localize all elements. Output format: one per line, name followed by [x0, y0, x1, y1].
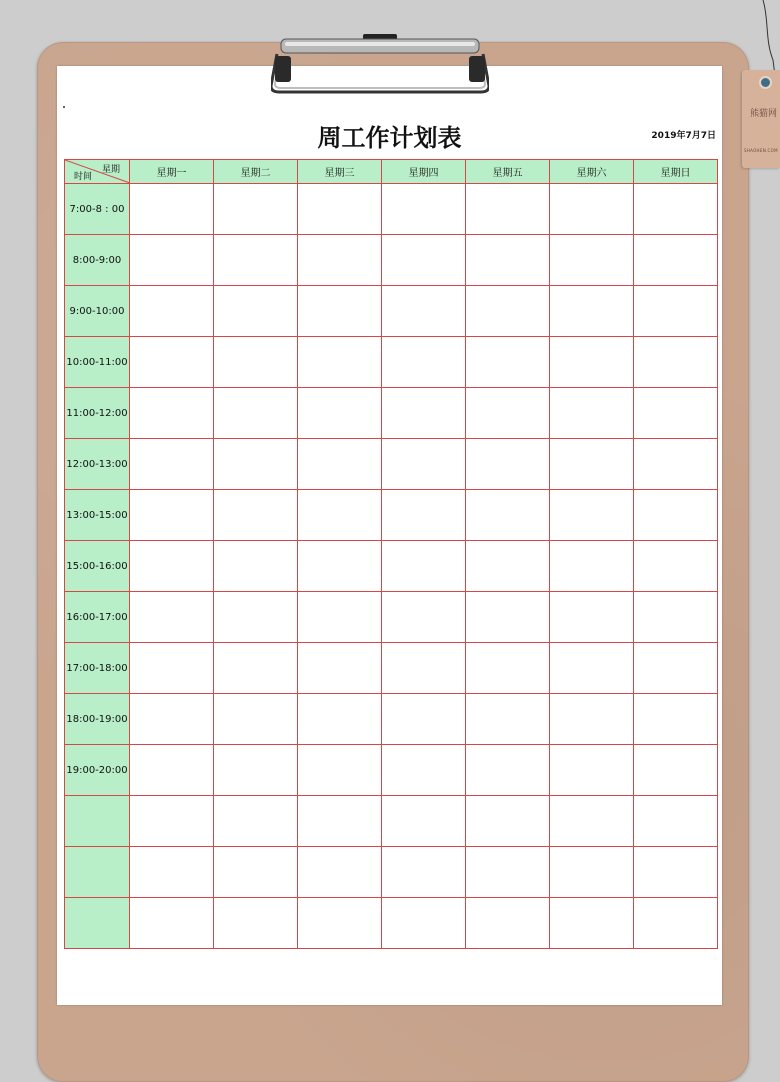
schedule-cell[interactable]: [214, 898, 298, 949]
tag-small-text: SHAOHEN.COM: [744, 148, 778, 153]
schedule-cell[interactable]: [550, 337, 634, 388]
schedule-cell[interactable]: [130, 541, 214, 592]
schedule-cell[interactable]: [382, 235, 466, 286]
schedule-cell[interactable]: [214, 796, 298, 847]
time-slot-label: 12:00-13:00: [65, 439, 130, 490]
schedule-cell[interactable]: [466, 490, 550, 541]
time-row: [65, 184, 718, 235]
time-slot-label: 15:00-16:00: [65, 541, 130, 592]
schedule-cell[interactable]: [382, 694, 466, 745]
schedule-cell[interactable]: [130, 388, 214, 439]
schedule-cell[interactable]: [382, 439, 466, 490]
schedule-cell[interactable]: [466, 796, 550, 847]
schedule-cell[interactable]: [466, 337, 550, 388]
schedule-cell[interactable]: [466, 286, 550, 337]
schedule-cell[interactable]: [298, 694, 382, 745]
schedule-cell[interactable]: [466, 541, 550, 592]
schedule-cell[interactable]: [130, 592, 214, 643]
day-header: 星期四: [382, 160, 466, 184]
page-title: 周工作计划表: [317, 124, 462, 152]
schedule-cell[interactable]: [550, 439, 634, 490]
schedule-cell[interactable]: [634, 643, 718, 694]
schedule-cell[interactable]: [298, 592, 382, 643]
time-row: [65, 439, 718, 490]
schedule-cell[interactable]: [466, 898, 550, 949]
schedule-cell[interactable]: [634, 490, 718, 541]
schedule-cell[interactable]: [130, 439, 214, 490]
time-slot-label: 8:00-9:00: [65, 235, 130, 286]
schedule-cell[interactable]: [382, 745, 466, 796]
schedule-cell[interactable]: [550, 694, 634, 745]
schedule-cell[interactable]: [214, 184, 298, 235]
time-row: [65, 490, 718, 541]
schedule-cell[interactable]: [466, 439, 550, 490]
corner-day-label: 星期: [101, 165, 120, 175]
day-header: 星期五: [466, 160, 550, 184]
schedule-cell[interactable]: [214, 235, 298, 286]
schedule-cell[interactable]: [466, 592, 550, 643]
schedule-cell[interactable]: [214, 388, 298, 439]
date-label: 2019年7月7日: [651, 131, 716, 141]
day-header: 星期六: [550, 160, 634, 184]
schedule-cell[interactable]: [634, 184, 718, 235]
schedule-cell[interactable]: [214, 490, 298, 541]
schedule-cell[interactable]: [130, 490, 214, 541]
schedule-cell[interactable]: [466, 643, 550, 694]
schedule-cell[interactable]: [382, 592, 466, 643]
schedule-cell[interactable]: [214, 694, 298, 745]
schedule-cell[interactable]: [298, 745, 382, 796]
schedule-cell[interactable]: [634, 235, 718, 286]
day-header: 星期日: [634, 160, 718, 184]
time-row: [65, 541, 718, 592]
tag-brand-text: 熊猫网: [750, 109, 778, 119]
schedule-cell[interactable]: [214, 541, 298, 592]
schedule-cell[interactable]: [298, 235, 382, 286]
schedule-cell[interactable]: [550, 643, 634, 694]
time-slot-label: [65, 898, 130, 949]
schedule-cell[interactable]: [130, 898, 214, 949]
schedule-cell[interactable]: [130, 337, 214, 388]
schedule-cell[interactable]: [382, 337, 466, 388]
schedule-cell[interactable]: [214, 643, 298, 694]
time-slot-label: [65, 847, 130, 898]
schedule-cell[interactable]: [382, 796, 466, 847]
time-row: [65, 286, 718, 337]
schedule-cell[interactable]: [298, 796, 382, 847]
schedule-cell[interactable]: [634, 388, 718, 439]
hang-tag: [742, 70, 780, 168]
schedule-cell[interactable]: [298, 898, 382, 949]
time-slot-label: 18:00-19:00: [65, 694, 130, 745]
schedule-cell[interactable]: [382, 541, 466, 592]
schedule-cell[interactable]: [214, 286, 298, 337]
schedule-cell[interactable]: [550, 898, 634, 949]
schedule-cell[interactable]: [130, 694, 214, 745]
schedule-cell[interactable]: [214, 439, 298, 490]
schedule-cell[interactable]: [130, 745, 214, 796]
schedule-cell[interactable]: [298, 541, 382, 592]
schedule-cell[interactable]: [382, 184, 466, 235]
time-slot-label: 11:00-12:00: [65, 388, 130, 439]
schedule-cell[interactable]: [634, 847, 718, 898]
schedule-cell[interactable]: [382, 847, 466, 898]
schedule-cell[interactable]: [214, 745, 298, 796]
schedule-cell[interactable]: [298, 184, 382, 235]
time-row: [65, 847, 718, 898]
header-row: [65, 160, 718, 184]
schedule-cell[interactable]: [214, 847, 298, 898]
schedule-cell[interactable]: [130, 184, 214, 235]
schedule-cell[interactable]: [466, 388, 550, 439]
time-slot-label: 7:00-8 : 00: [65, 184, 130, 235]
schedule-cell[interactable]: [466, 745, 550, 796]
tag-string: [761, 0, 779, 78]
paper-sheet: [57, 66, 722, 1005]
day-header: 星期三: [298, 160, 382, 184]
schedule-cell[interactable]: [382, 898, 466, 949]
corner-cell: [65, 160, 130, 184]
schedule-cell[interactable]: [130, 796, 214, 847]
schedule-cell[interactable]: [634, 796, 718, 847]
schedule-cell[interactable]: [550, 592, 634, 643]
metal-clip: [271, 34, 489, 94]
paper-mark: [63, 106, 65, 108]
schedule-cell[interactable]: [130, 847, 214, 898]
schedule-cell[interactable]: [214, 337, 298, 388]
time-slot-label: 17:00-18:00: [65, 643, 130, 694]
schedule-cell[interactable]: [298, 439, 382, 490]
schedule-cell[interactable]: [214, 592, 298, 643]
schedule-cell[interactable]: [634, 541, 718, 592]
time-slot-label: 16:00-17:00: [65, 592, 130, 643]
schedule-cell[interactable]: [634, 694, 718, 745]
time-row: [65, 592, 718, 643]
schedule-cell[interactable]: [550, 796, 634, 847]
time-row: [65, 388, 718, 439]
time-slot-label: 13:00-15:00: [65, 490, 130, 541]
schedule-cell[interactable]: [130, 643, 214, 694]
time-row: [65, 745, 718, 796]
schedule-cell[interactable]: [634, 337, 718, 388]
schedule-cell[interactable]: [466, 235, 550, 286]
schedule-cell[interactable]: [466, 694, 550, 745]
day-header: 星期一: [130, 160, 214, 184]
schedule-cell[interactable]: [550, 235, 634, 286]
schedule-cell[interactable]: [466, 184, 550, 235]
schedule-cell[interactable]: [298, 286, 382, 337]
schedule-cell[interactable]: [550, 490, 634, 541]
time-slot-label: [65, 796, 130, 847]
schedule-cell[interactable]: [550, 286, 634, 337]
schedule-cell[interactable]: [382, 643, 466, 694]
schedule-cell[interactable]: [634, 745, 718, 796]
schedule-cell[interactable]: [550, 847, 634, 898]
schedule-cell[interactable]: [130, 235, 214, 286]
schedule-cell[interactable]: [298, 490, 382, 541]
schedule-cell[interactable]: [298, 388, 382, 439]
schedule-cell[interactable]: [298, 337, 382, 388]
time-slot-label: 10:00-11:00: [65, 337, 130, 388]
schedule-cell[interactable]: [130, 286, 214, 337]
schedule-cell[interactable]: [634, 592, 718, 643]
schedule-cell[interactable]: [550, 184, 634, 235]
schedule-cell[interactable]: [550, 388, 634, 439]
time-row: [65, 898, 718, 949]
schedule-cell[interactable]: [298, 643, 382, 694]
schedule-cell[interactable]: [634, 439, 718, 490]
schedule-cell[interactable]: [382, 286, 466, 337]
schedule-cell[interactable]: [298, 847, 382, 898]
time-row: [65, 643, 718, 694]
schedule-cell[interactable]: [466, 847, 550, 898]
schedule-cell[interactable]: [634, 286, 718, 337]
time-row: [65, 694, 718, 745]
time-slot-label: 9:00-10:00: [65, 286, 130, 337]
schedule-cell[interactable]: [634, 898, 718, 949]
time-row: [65, 337, 718, 388]
corner-time-label: 时间: [74, 172, 93, 182]
schedule-cell[interactable]: [382, 388, 466, 439]
time-row: [65, 796, 718, 847]
time-row: [65, 235, 718, 286]
schedule-table: [64, 159, 718, 949]
schedule-cell[interactable]: [382, 490, 466, 541]
tag-hole: [759, 76, 772, 89]
schedule-cell[interactable]: [550, 541, 634, 592]
schedule-cell[interactable]: [550, 745, 634, 796]
time-slot-label: 19:00-20:00: [65, 745, 130, 796]
day-header: 星期二: [214, 160, 298, 184]
